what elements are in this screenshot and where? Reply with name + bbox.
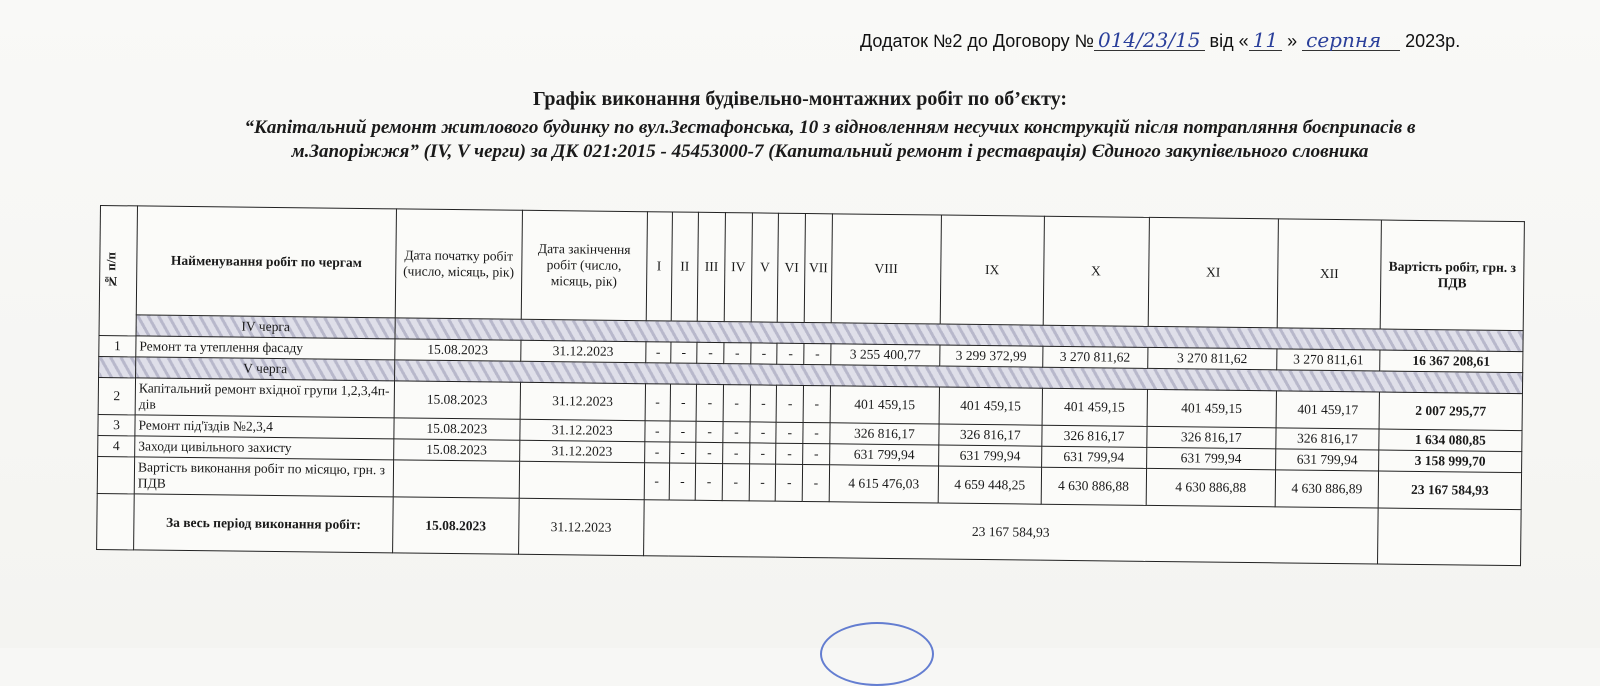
row-start-date: 15.08.2023 (394, 418, 520, 440)
row-start-date: 15.08.2023 (394, 381, 520, 419)
document-subtitle (140, 116, 1520, 164)
row-month-12: 401 459,17 (1276, 391, 1379, 429)
table-row: 2 Капітальний ремонт вхідної групи 1,2,3,4п-дів 15.08.2023 31.12.2023 - - - - - - - 401 459,15 401 459,15 401 459,15 401 459,15 401 459,17 2 007 295,77 (98, 377, 1522, 430)
row-total: 3 158 999,70 (1379, 450, 1522, 473)
row-month-9: 3 299 372,99 (940, 345, 1043, 367)
monthly-cost-8: 4 615 476,03 (829, 465, 938, 503)
subtitle-line-2: м.Запоріжжя” (IV, V черги) за ДК 021:2015 - 45453000-7 (Капитальний ремонт і реставрація) Єдиного закупівельного словника (291, 141, 1369, 162)
table-row: 4 Заходи цивільного захисту 15.08.2023 31.12.2023 - - - - - - - 631 799,94 631 799,94 631 799,94 631 799,94 631 799,94 3 158 999,70 (98, 435, 1522, 472)
subtitle-line-1: “Капітальний ремонт житлового будинку по вул.Зестафонська, 10 з відновленням несучих конструкцій після потрапляння боєприпасів в (244, 117, 1416, 138)
row-number: 4 (98, 435, 135, 456)
document-title: Графік виконання будівельно-монтажних робіт по об’єкту: (532, 88, 1068, 110)
row-total: 16 367 208,61 (1380, 350, 1523, 373)
header-month-8: VIII (831, 214, 941, 324)
row-number: 3 (98, 414, 135, 435)
monthly-cost-10: 4 630 886,88 (1041, 467, 1146, 505)
header-month-1: I (646, 212, 672, 321)
date-from-label: від « (1209, 31, 1249, 51)
row-end-date: 31.12.2023 (519, 440, 645, 462)
header-month-5: V (751, 213, 779, 322)
row-month-10: 326 816,17 (1042, 425, 1147, 447)
stage-4-label: IV черга (136, 315, 395, 339)
whole-period-total: 23 167 584,93 (643, 500, 1378, 564)
contract-day: 11 (1249, 30, 1282, 51)
row-month-9: 326 816,17 (939, 424, 1042, 446)
row-month-11: 3 270 811,62 (1147, 347, 1277, 369)
row-work-name: Ремонт під'їздів №2,3,4 (135, 415, 394, 439)
row-end-date: 31.12.2023 (519, 419, 645, 441)
header-end-date: Дата закінчення робіт (число, місяць, рік) (521, 210, 648, 320)
row-total: 1 634 080,85 (1379, 429, 1522, 452)
table-header-row (99, 206, 1524, 331)
row-end-date: 31.12.2023 (520, 382, 646, 420)
row-month-11: 326 816,17 (1146, 426, 1276, 448)
row-month-11: 631 799,94 (1146, 447, 1276, 469)
row-work-name: Капітальний ремонт вхідної групи 1,2,3,4п-дів (135, 378, 394, 418)
row-work-name: Заходи цивільного захисту (135, 436, 394, 460)
row-number: 1 (99, 335, 136, 356)
monthly-cost-9: 4 659 448,25 (938, 466, 1041, 504)
row-number: 2 (98, 377, 135, 414)
row-month-8: 3 255 400,77 (831, 344, 940, 366)
row-month-12: 326 816,17 (1276, 428, 1379, 450)
appendix-prefix: Додаток №2 до Договору № (860, 31, 1094, 51)
row-work-name: Ремонт та утеплення фасаду (136, 336, 395, 360)
row-month-10: 401 459,15 (1042, 388, 1147, 426)
monthly-cost-total: 23 167 584,93 (1378, 471, 1521, 510)
header-work-name: Найменування робіт по чергам (136, 206, 396, 318)
header-number: № п/п (99, 206, 137, 336)
works-schedule-table (96, 205, 1525, 566)
stamp-fragment (820, 622, 934, 686)
whole-period-label: За весь період виконання робіт: (134, 494, 394, 553)
stage-5-label: V черга (136, 357, 395, 381)
row-month-12: 3 270 811,61 (1277, 349, 1380, 371)
row-total: 2 007 295,77 (1379, 392, 1522, 431)
table-row: 1 Ремонт та утеплення фасаду 15.08.2023 31.12.2023 - - - - - - - 3 255 400,77 3 299 372,99 3 270 811,62 3 270 811,62 3 270 811,61 16 367 208,61 (99, 335, 1523, 372)
row-month-8: 631 799,94 (830, 444, 939, 466)
monthly-cost-label: Вартість виконання робіт по місяцю, грн. з ПДВ (134, 457, 393, 497)
header-month-2: II (671, 212, 699, 321)
row-month-11: 401 459,15 (1147, 389, 1277, 427)
header-month-10: X (1043, 216, 1149, 326)
whole-period-start: 15.08.2023 (393, 497, 519, 554)
header-month-6: VI (778, 213, 806, 322)
header-month-11: XI (1148, 217, 1279, 327)
header-month-9: IX (940, 215, 1044, 325)
row-start-date: 15.08.2023 (395, 339, 521, 361)
whole-period-end: 31.12.2023 (518, 498, 644, 555)
row-month-9: 631 799,94 (938, 445, 1041, 467)
header-month-12: XII (1277, 219, 1381, 329)
header-cost: Вартість робіт, грн. з ПДВ (1380, 220, 1524, 331)
date-quote-close: » (1287, 31, 1298, 51)
row-end-date: 31.12.2023 (520, 340, 646, 362)
contract-number: 014/23/15 (1094, 30, 1205, 51)
monthly-cost-12: 4 630 886,89 (1275, 470, 1378, 508)
contract-month: серпня (1302, 30, 1400, 51)
row-month-10: 3 270 811,62 (1042, 346, 1147, 368)
row-month-8: 401 459,15 (830, 386, 939, 424)
row-start-date: 15.08.2023 (394, 439, 520, 461)
monthly-cost-row: Вартість виконання робіт по місяцю, грн. з ПДВ - - - - - - - 4 615 476,03 4 659 448,25 4 630 886,88 4 630 886,88 4 630 886,89 23 167 584,93 (97, 456, 1521, 509)
monthly-cost-11: 4 630 886,88 (1146, 468, 1276, 506)
table-row: 3 Ремонт під'їздів №2,3,4 15.08.2023 31.12.2023 - - - - - - - 326 816,17 326 816,17 326 816,17 326 816,17 326 816,17 1 634 080,85 (98, 414, 1522, 451)
header-start-date: Дата початку робіт (число, місяць, рік) (395, 209, 522, 319)
row-month-8: 326 816,17 (830, 423, 939, 445)
header-month-7: VII (804, 214, 832, 323)
contract-year: 2023р. (1405, 31, 1461, 51)
row-month-10: 631 799,94 (1041, 446, 1146, 468)
header-month-4: IV (724, 213, 752, 322)
row-month-12: 631 799,94 (1276, 449, 1379, 471)
appendix-header (860, 30, 1460, 52)
header-month-3: III (698, 212, 726, 321)
row-month-9: 401 459,15 (939, 387, 1042, 425)
